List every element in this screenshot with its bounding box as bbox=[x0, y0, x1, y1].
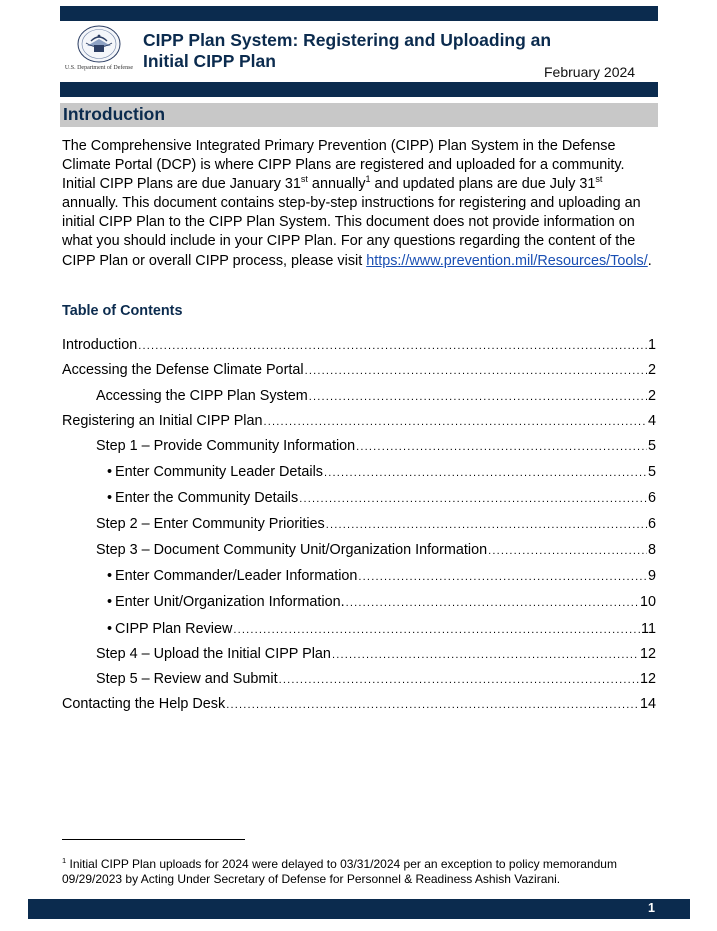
toc-leader bbox=[324, 467, 647, 479]
toc-entry-accessing-dcp[interactable] bbox=[62, 362, 656, 382]
bullet-icon: • bbox=[107, 464, 113, 480]
toc-leader bbox=[299, 493, 647, 505]
logo-caption: U.S. Department of Defense bbox=[64, 65, 134, 71]
intro-end: . bbox=[647, 252, 652, 269]
toc-label: Enter Community Leader Details bbox=[115, 464, 324, 480]
dod-seal-icon bbox=[77, 25, 121, 63]
toc-heading: Table of Contents bbox=[62, 303, 183, 319]
header-top-bar bbox=[60, 6, 658, 21]
intro-paragraph bbox=[62, 137, 658, 271]
toc-leader bbox=[332, 649, 639, 661]
bullet-icon: • bbox=[107, 568, 113, 584]
toc-label: Contacting the Help Desk bbox=[62, 696, 226, 712]
toc-entry-step-2[interactable] bbox=[96, 516, 656, 536]
title-line-2: Initial CIPP Plan bbox=[143, 51, 276, 71]
toc-entry-commander-leader[interactable] bbox=[107, 568, 656, 588]
toc-label: CIPP Plan Review bbox=[115, 621, 233, 637]
section-heading-bar bbox=[60, 103, 658, 127]
toc-leader bbox=[356, 441, 647, 453]
toc-entry-unit-organization[interactable] bbox=[107, 594, 656, 614]
ordinal-sup-1: st bbox=[300, 174, 308, 185]
toc-leader bbox=[488, 545, 647, 557]
toc-label: Step 2 – Enter Community Priorities bbox=[96, 516, 325, 532]
toc-page: 5 bbox=[647, 438, 656, 454]
toc-leader bbox=[138, 340, 647, 352]
document-title bbox=[143, 30, 583, 72]
toc-label: Accessing the Defense Climate Portal bbox=[62, 362, 304, 378]
toc-leader bbox=[233, 624, 640, 636]
prevention-tools-link[interactable]: https://www.prevention.mil/Resources/Tools/ bbox=[366, 252, 648, 269]
toc-leader bbox=[279, 674, 639, 686]
toc-leader bbox=[326, 519, 647, 531]
toc-page: 12 bbox=[639, 646, 656, 662]
intro-text-2: annually bbox=[307, 176, 366, 193]
toc-page: 6 bbox=[647, 516, 656, 532]
dod-logo bbox=[62, 25, 136, 77]
page-number: 1 bbox=[648, 901, 655, 915]
footnote-separator bbox=[62, 839, 245, 840]
header-bottom-bar bbox=[60, 82, 658, 97]
toc-label: Accessing the CIPP Plan System bbox=[96, 388, 308, 404]
toc-entry-step-1[interactable] bbox=[96, 438, 656, 458]
toc-entry-community-leader[interactable] bbox=[107, 464, 656, 484]
toc-leader bbox=[346, 597, 639, 609]
toc-leader bbox=[309, 391, 647, 403]
toc-page: 9 bbox=[647, 568, 656, 584]
title-line-1: CIPP Plan System: Registering and Uploading an bbox=[143, 30, 552, 50]
toc-leader bbox=[264, 416, 647, 428]
toc-page: 12 bbox=[639, 671, 656, 687]
toc-leader bbox=[358, 571, 647, 583]
toc-label: Step 4 – Upload the Initial CIPP Plan bbox=[96, 646, 331, 662]
toc-page: 11 bbox=[641, 621, 656, 637]
footnote-mark: 1 bbox=[62, 856, 67, 865]
toc-entry-accessing-cipp[interactable] bbox=[96, 388, 656, 408]
toc-page: 10 bbox=[639, 594, 656, 610]
toc-entry-introduction[interactable] bbox=[62, 337, 656, 357]
footnote bbox=[62, 857, 662, 887]
toc-leader bbox=[305, 365, 647, 377]
intro-text-4: annually. This document contains step-by-step instructions for registering and uploading an initial CIPP Plan to the CIPP Plan System. This document does not provide information on what you should include in your CIPP Plan. For any questions regarding the content of the CIPP Plan or overall CIPP process, please visit bbox=[62, 195, 641, 269]
toc-entry-step-3[interactable] bbox=[96, 542, 656, 562]
toc-label: Enter Unit/Organization Information. bbox=[115, 594, 345, 610]
toc-label: Enter the Community Details bbox=[115, 490, 299, 506]
toc-entry-help-desk[interactable] bbox=[62, 696, 656, 716]
footnote-reference[interactable]: 1 bbox=[365, 174, 371, 185]
bullet-icon: • bbox=[107, 621, 113, 637]
toc-label: Step 1 – Provide Community Information bbox=[96, 438, 356, 454]
bullet-icon: • bbox=[107, 594, 113, 610]
bullet-icon: • bbox=[107, 490, 113, 506]
toc-page: 5 bbox=[647, 464, 656, 480]
toc-entry-step-5[interactable] bbox=[96, 671, 656, 691]
toc-page: 8 bbox=[647, 542, 656, 558]
toc-entry-plan-review[interactable] bbox=[107, 621, 656, 641]
intro-text-3: and updated plans are due July 31 bbox=[370, 176, 596, 193]
ordinal-sup-2: st bbox=[595, 174, 603, 185]
footnote-text: Initial CIPP Plan uploads for 2024 were delayed to 03/31/2024 per an exception to policy memorandum 09/29/2023 by Acting Under Secretary of Defense for Personnel & Readiness Ashish Vazirani. bbox=[62, 857, 617, 886]
toc-page: 6 bbox=[647, 490, 656, 506]
toc-page: 14 bbox=[639, 696, 656, 712]
toc-label: Introduction bbox=[62, 337, 138, 353]
toc-label: Registering an Initial CIPP Plan bbox=[62, 413, 263, 429]
intro-text-1: The Comprehensive Integrated Primary Prevention (CIPP) Plan System in the Defense Climate Portal (DCP) is where CIPP Plans are registered and uploaded for a community. Initial CIPP Plans are due January 31 bbox=[62, 138, 625, 193]
toc-label: Enter Commander/Leader Information bbox=[115, 568, 358, 584]
toc-leader bbox=[226, 699, 639, 711]
toc-page: 2 bbox=[647, 388, 656, 404]
toc-page: 1 bbox=[647, 337, 656, 353]
toc-entry-registering[interactable] bbox=[62, 413, 656, 433]
footer-bar bbox=[28, 899, 690, 919]
toc-label: Step 3 – Document Community Unit/Organization Information bbox=[96, 542, 488, 558]
toc-page: 4 bbox=[647, 413, 656, 429]
document-date: February 2024 bbox=[544, 64, 636, 80]
toc-label: Step 5 – Review and Submit bbox=[96, 671, 278, 687]
toc-entry-step-4[interactable] bbox=[96, 646, 656, 666]
section-title: Introduction bbox=[63, 104, 166, 124]
toc-entry-community-details[interactable] bbox=[107, 490, 656, 510]
toc-page: 2 bbox=[647, 362, 656, 378]
